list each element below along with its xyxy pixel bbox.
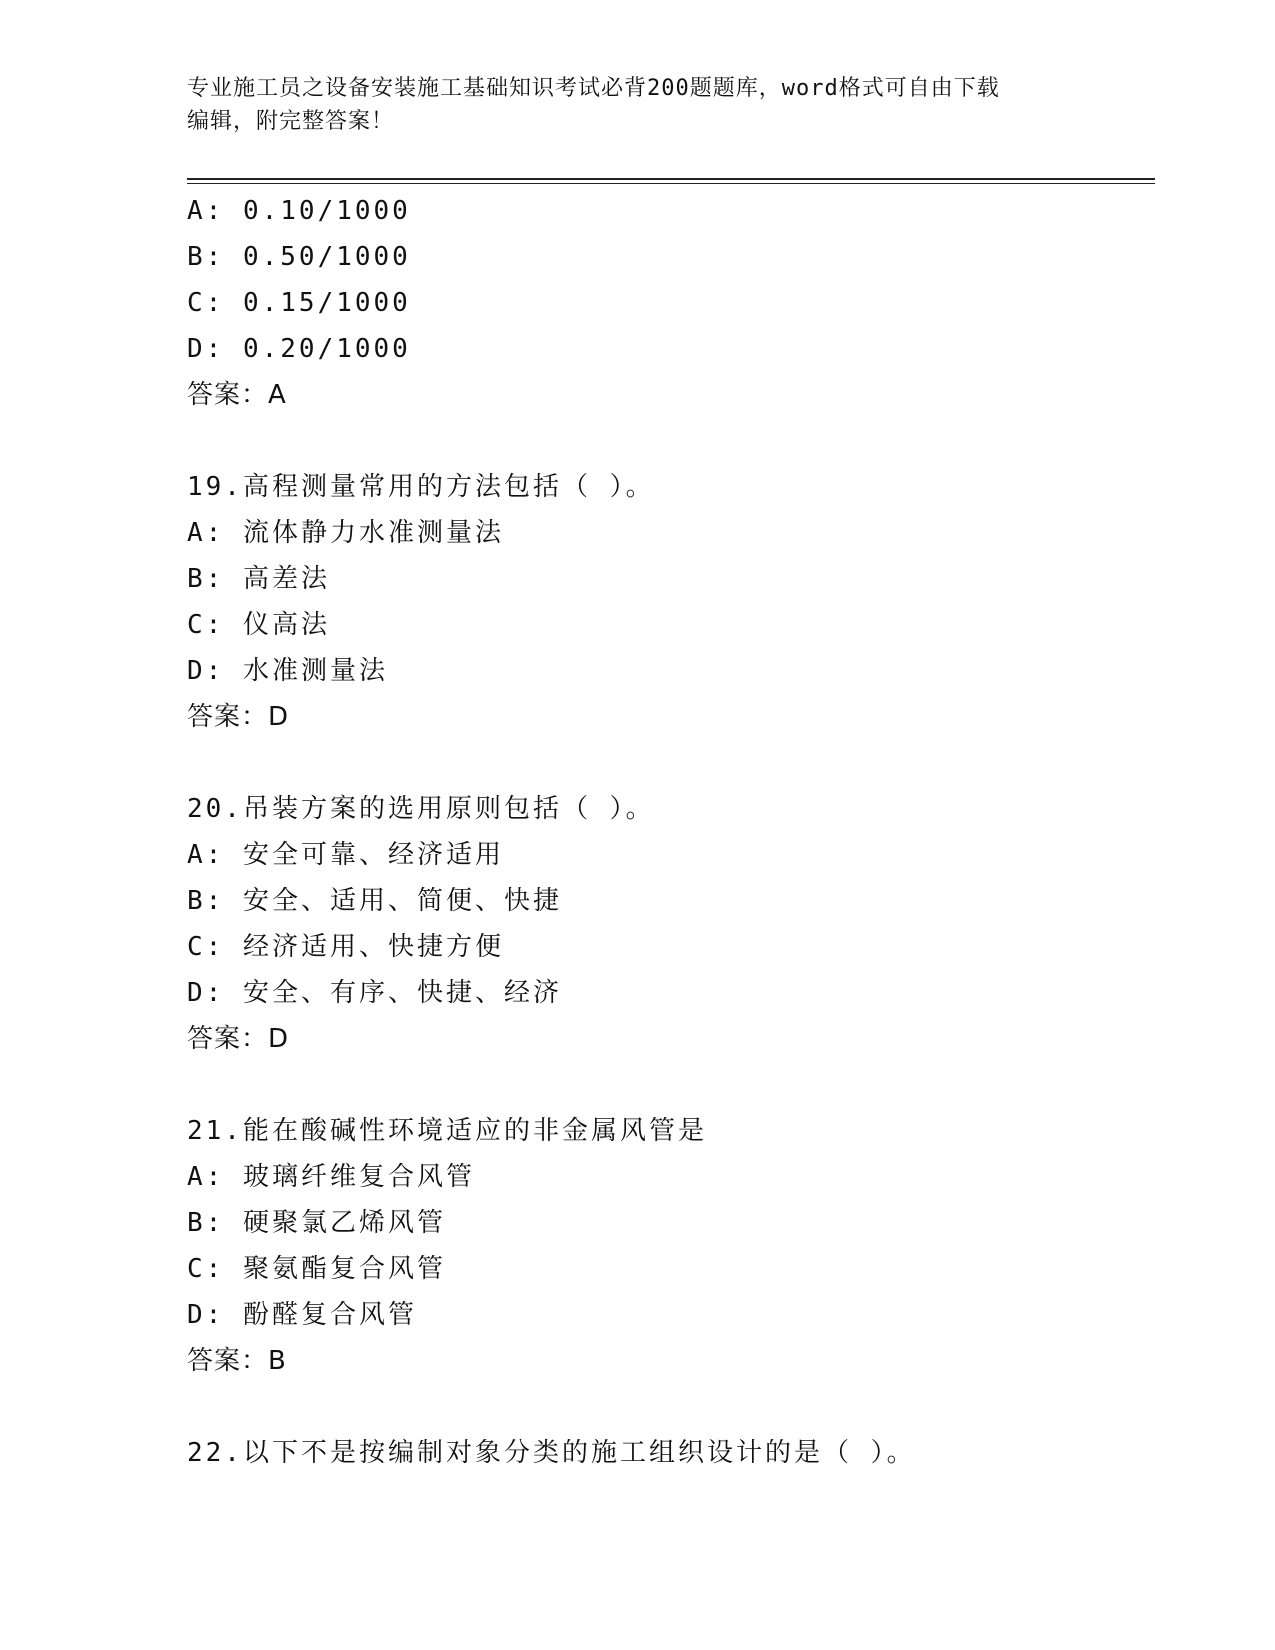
question-text: 20.吊装方案的选用原则包括（ ）。 — [187, 794, 655, 824]
answer: 答案：D — [187, 1024, 290, 1054]
question-21 — [187, 1108, 1155, 1384]
question-20 — [187, 786, 1155, 1062]
option-a: A: 0.10/1000 — [187, 196, 411, 226]
header-line-1: 专业施工员之设备安装施工基础知识考试必背200题题库，word格式可自由下载 — [187, 76, 1000, 101]
option-a: A: 玻璃纤维复合风管 — [187, 1162, 475, 1192]
answer: 答案：A — [187, 380, 287, 410]
option-d: D: 安全、有序、快捷、经济 — [187, 978, 562, 1008]
answer: 答案：B — [187, 1346, 287, 1376]
option-a: A: 安全可靠、经济适用 — [187, 840, 504, 870]
question-22 — [187, 1430, 1155, 1476]
option-b: B: 硬聚氯乙烯风管 — [187, 1208, 446, 1238]
header-divider-thin — [187, 183, 1155, 184]
option-c: C: 经济适用、快捷方便 — [187, 932, 504, 962]
question-text: 22.以下不是按编制对象分类的施工组织设计的是（ ）。 — [187, 1438, 916, 1468]
option-a: A: 流体静力水准测量法 — [187, 518, 504, 548]
question-text: 19.高程测量常用的方法包括（ ）。 — [187, 472, 655, 502]
document-header — [187, 72, 1087, 138]
header-divider-thick — [187, 178, 1155, 180]
option-b: B: 0.50/1000 — [187, 242, 411, 272]
answer: 答案：D — [187, 702, 290, 732]
header-line-2: 编辑，附完整答案！ — [187, 109, 395, 134]
option-d: D: 水准测量法 — [187, 656, 388, 686]
option-c: C: 0.15/1000 — [187, 288, 411, 318]
option-d: D: 0.20/1000 — [187, 334, 411, 364]
option-c: C: 仪高法 — [187, 610, 330, 640]
option-c: C: 聚氨酯复合风管 — [187, 1254, 446, 1284]
question-list — [187, 188, 1155, 1476]
option-b: B: 安全、适用、简便、快捷 — [187, 886, 562, 916]
option-d: D: 酚醛复合风管 — [187, 1300, 417, 1330]
question-18-continued — [187, 188, 1155, 418]
question-text: 21.能在酸碱性环境适应的非金属风管是 — [187, 1116, 707, 1146]
question-19 — [187, 464, 1155, 740]
option-b: B: 高差法 — [187, 564, 330, 594]
